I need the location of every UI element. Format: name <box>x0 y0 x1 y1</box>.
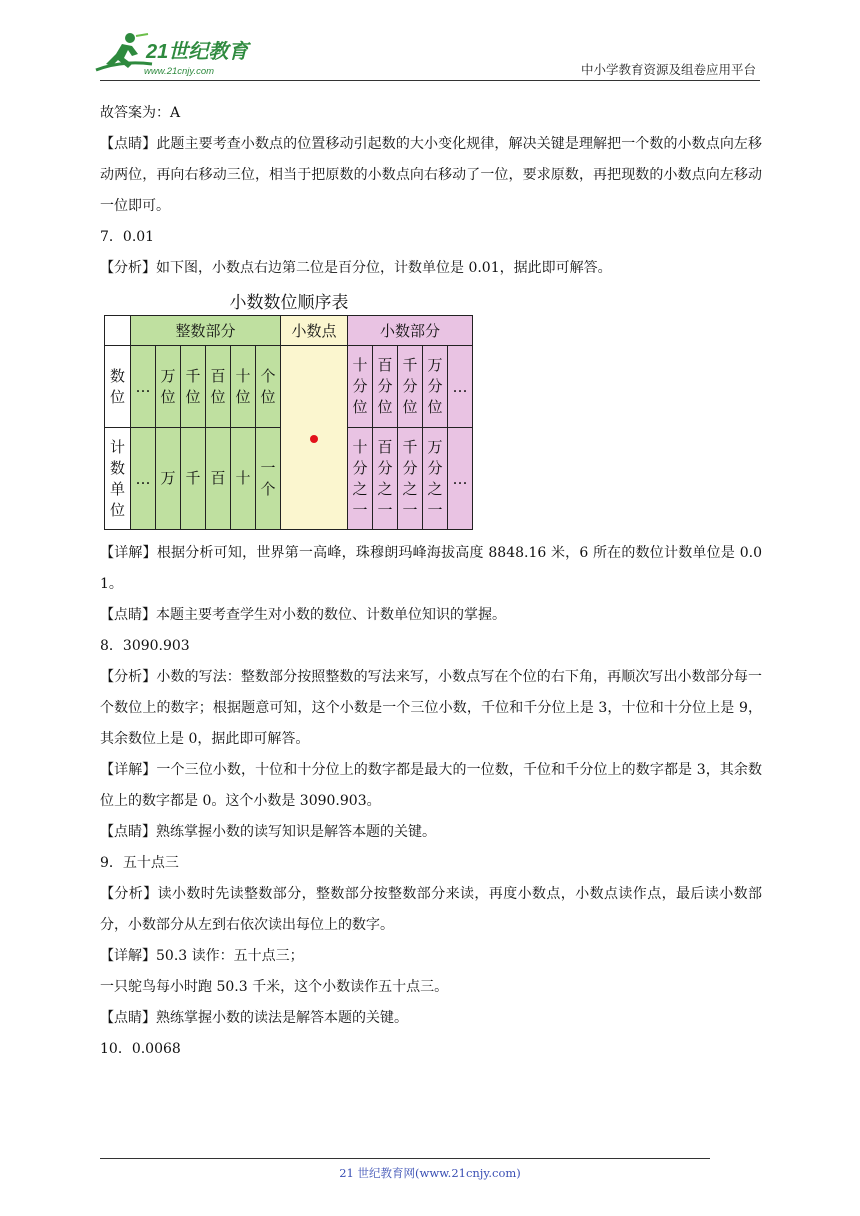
answer-content <box>100 98 762 1065</box>
paragraph: 【分析】读小数时先读整数部分，整数部分按整数部分来读，再度小数点，小数点读作点，最后读小数部分，小数部分从左到右依次读出每位上的数字。 <box>100 886 762 933</box>
footer-link[interactable]: 21 世纪教育网(www.21cnjy.com) <box>339 1166 521 1180</box>
paragraph: 【点睛】熟练掌握小数的读法是解答本题的关键。 <box>100 1010 408 1026</box>
row-label-place: 数位 <box>105 346 131 428</box>
paragraph: 【点睛】此题主要考查小数点的位置移动引起数的大小变化规律，解决关键是理解把一个数的小数点向左移动两位，再向右移动三位，相当于把原数的小数点向右移动了一位，要求原数，再把现数的小数点向左移动一位即可。 <box>100 136 762 214</box>
place-cell: 十位 <box>231 346 256 428</box>
unit-cell: 一个 <box>256 428 281 530</box>
row-label-unit: 计数单位 <box>105 428 131 530</box>
place-cell: 百分位 <box>373 346 398 428</box>
footer-divider <box>100 1158 710 1159</box>
point-header: 小数点 <box>281 316 348 346</box>
ellipsis-cell: … <box>448 428 473 530</box>
decimal-point-cell <box>281 346 348 530</box>
paragraph: 一只鸵鸟每小时跑 50.3 千米，这个小数读作五十点三。 <box>100 979 449 995</box>
paragraph: 8．3090.903 <box>100 638 190 654</box>
place-cell: 个位 <box>256 346 281 428</box>
unit-cell: 万分之一 <box>423 428 448 530</box>
unit-cell: 百分之一 <box>373 428 398 530</box>
corner-cell <box>105 316 131 346</box>
logo-main-text: 21世纪教育 <box>146 41 249 63</box>
place-cell: 百位 <box>206 346 231 428</box>
unit-cell: 千 <box>181 428 206 530</box>
page-header <box>0 0 860 90</box>
paragraph: 【详解】根据分析可知，世界第一高峰，珠穆朗玛峰海拔高度 8848.16 米，6 所在的数位计数单位是 0.01。 <box>100 545 762 592</box>
paragraph: 10．0.0068 <box>100 1041 181 1057</box>
table-title: 小数数位顺序表 <box>229 293 349 313</box>
integer-header: 整数部分 <box>131 316 281 346</box>
paragraph: 【分析】如下图，小数点右边第二位是百分位，计数单位是 0.01，据此即可解答。 <box>100 260 612 276</box>
place-value-table <box>104 315 473 530</box>
paragraph: 故答案为：A <box>100 105 181 121</box>
site-slogan: 中小学教育资源及组卷应用平台 <box>580 62 756 77</box>
paragraph: 【详解】50.3 读作：五十点三； <box>100 948 304 964</box>
runner-icon <box>96 33 152 70</box>
ellipsis-cell: … <box>448 346 473 428</box>
paragraph: 【分析】小数的写法：整数部分按照整数的写法来写，小数点写在个位的右下角，再顺次写出小数部分每一个数位上的数字；根据题意可知，这个小数是一个三位小数，千位和千分位上是 3，十位和十分位上是 9，其余数位上是 0，据此即可解答。 <box>100 669 762 747</box>
header-divider <box>100 80 760 81</box>
unit-cell: 十 <box>231 428 256 530</box>
unit-cell: 万 <box>156 428 181 530</box>
decimal-place-value-figure <box>104 288 484 524</box>
unit-cell: 十分之一 <box>348 428 373 530</box>
decimal-header: 小数部分 <box>348 316 473 346</box>
place-cell: 十分位 <box>348 346 373 428</box>
place-cell: 千位 <box>181 346 206 428</box>
paragraph: 【点睛】熟练掌握小数的读写知识是解答本题的关键。 <box>100 824 436 840</box>
unit-cell: 千分之一 <box>398 428 423 530</box>
place-cell: 万位 <box>156 346 181 428</box>
place-cell: 万分位 <box>423 346 448 428</box>
logo-21cnjy <box>92 30 262 78</box>
decimal-point-dot <box>310 435 318 443</box>
logo-url-text: www.21cnjy.com <box>144 66 215 77</box>
unit-cell: 百 <box>206 428 231 530</box>
place-cell: 千分位 <box>398 346 423 428</box>
paragraph: 【详解】一个三位小数，十位和十分位上的数字都是最大的一位数，千位和千分位上的数字都是 3，其余数位上的数字都是 0。这个小数是 3090.903。 <box>100 762 762 809</box>
ellipsis-cell: … <box>131 428 156 530</box>
ellipsis-cell: … <box>131 346 156 428</box>
paragraph: 【点睛】本题主要考查学生对小数的数位、计数单位知识的掌握。 <box>100 607 506 623</box>
paragraph: 9．五十点三 <box>100 855 179 871</box>
paragraph: 7．0.01 <box>100 229 155 245</box>
